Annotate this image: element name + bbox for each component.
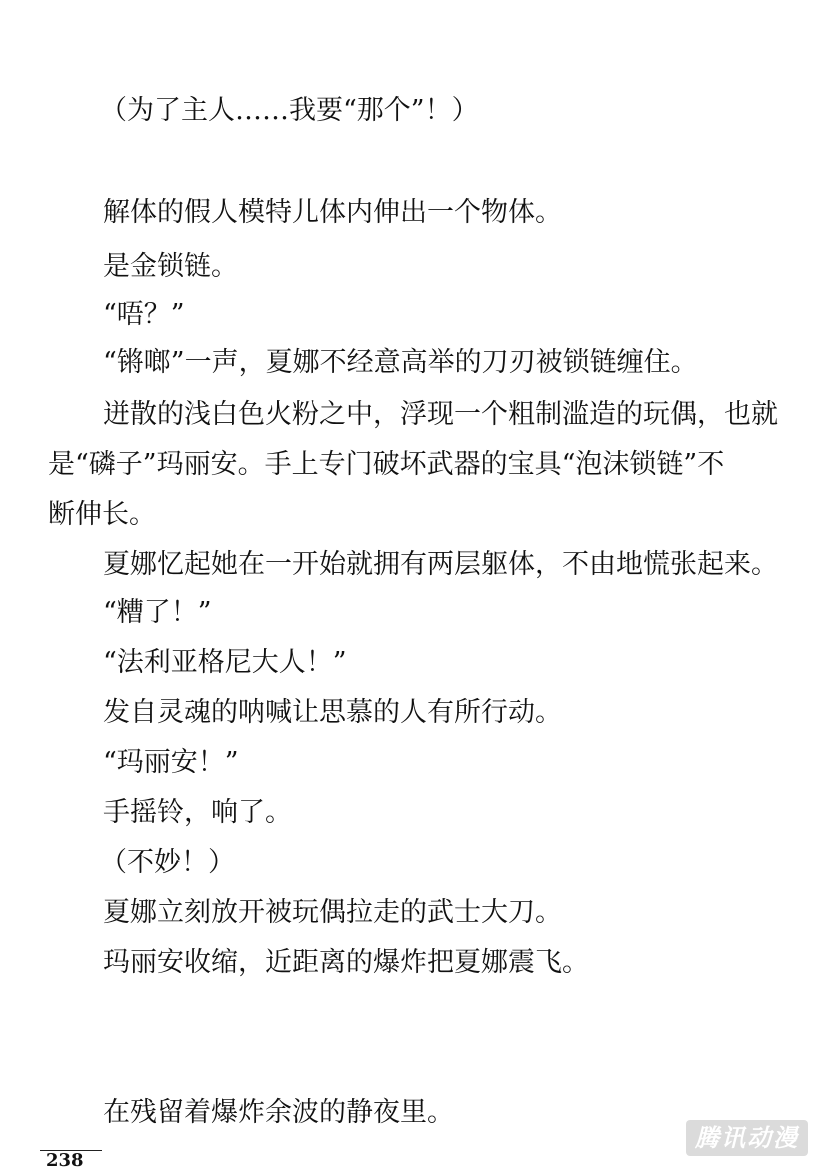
text-line: 断伸长。 bbox=[48, 499, 156, 530]
text-line: “锵啷”一声，夏娜不经意高举的刀刃被锁链缠住。 bbox=[103, 347, 698, 378]
text-line: 玛丽安收缩，近距离的爆炸把夏娜震飞。 bbox=[103, 947, 589, 978]
watermark-logo: 腾讯动漫 bbox=[686, 1120, 808, 1156]
text-line: 在残留着爆炸余波的静夜里。 bbox=[103, 1097, 454, 1128]
text-line: 是“磷子”玛丽安。手上专门破坏武器的宝具“泡沫锁链”不 bbox=[48, 449, 725, 480]
text-line: 解体的假人模特儿体内伸出一个物体。 bbox=[103, 197, 562, 228]
text-line: （为了主人……我要“那个”！） bbox=[100, 95, 479, 126]
text-line: 夏娜忆起她在一开始就拥有两层躯体，不由地慌张起来。 bbox=[103, 549, 778, 580]
text-line: 迸散的浅白色火粉之中，浮现一个粗制滥造的玩偶，也就 bbox=[103, 399, 778, 430]
page-number: 238 bbox=[46, 1150, 84, 1171]
text-line: “糟了！” bbox=[103, 597, 212, 628]
text-line: 手摇铃，响了。 bbox=[103, 797, 292, 828]
text-line: 是金锁链。 bbox=[103, 251, 238, 282]
text-line: （不妙！） bbox=[100, 847, 235, 878]
text-line: 夏娜立刻放开被玩偶拉走的武士大刀。 bbox=[103, 897, 562, 928]
text-line: “玛丽安！” bbox=[103, 747, 239, 778]
text-line: 发自灵魂的呐喊让思慕的人有所行动。 bbox=[103, 697, 562, 728]
text-line: “唔？” bbox=[103, 299, 185, 330]
text-line: “法利亚格尼大人！” bbox=[103, 647, 347, 678]
